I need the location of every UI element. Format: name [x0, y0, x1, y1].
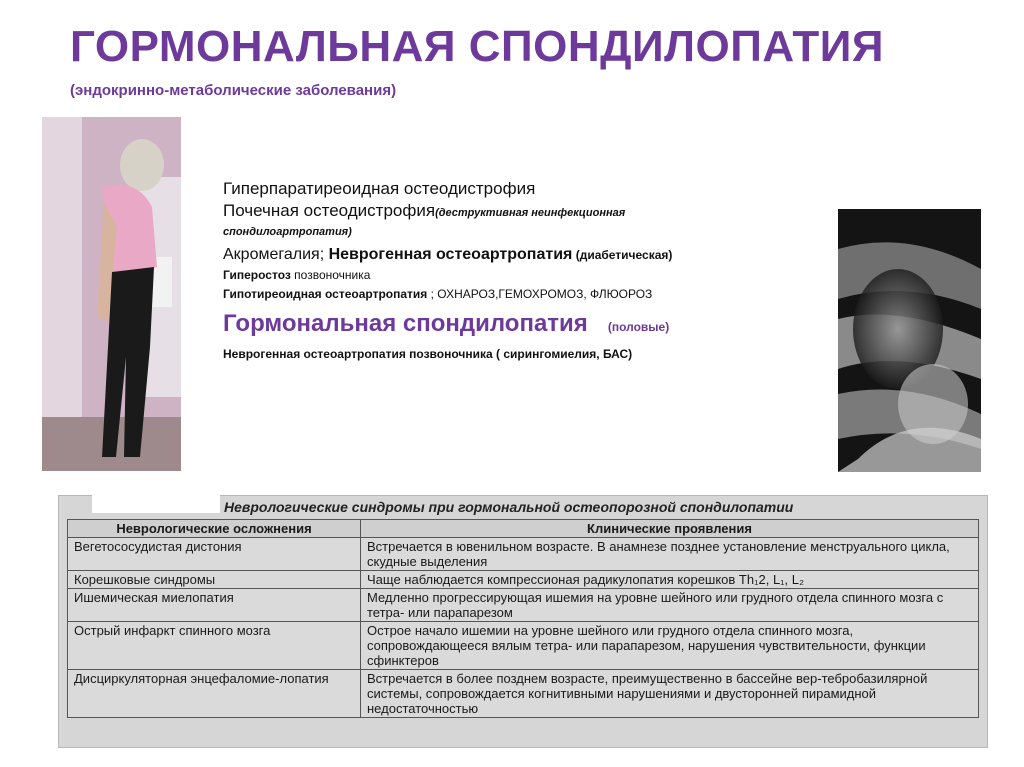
- list-item-bold: Гиперостоз: [223, 268, 291, 282]
- column-header: Неврологические осложнения: [68, 520, 361, 538]
- table-cell: Ишемическая миелопатия: [68, 589, 361, 622]
- list-item-bold: Гипотиреоидная остеоартропатия: [223, 287, 428, 301]
- list-item-text: Гиперпаратиреоидная остеодистрофия: [223, 179, 536, 198]
- table-caption: Неврологические синдромы при гормональной остеопорозной спондилопатии: [224, 499, 794, 515]
- list-item-highlight: [223, 306, 803, 345]
- table-row: [68, 571, 979, 589]
- table-row: [68, 622, 979, 670]
- table-row: [68, 670, 979, 718]
- column-header: Клинические проявления: [361, 520, 979, 538]
- list-item: [223, 266, 803, 285]
- patient-photo-illustration: [42, 117, 181, 471]
- syndromes-table-panel: [58, 495, 988, 748]
- list-item-note-cont: спондилоартропатия): [223, 226, 352, 238]
- table-cell: Дисциркуляторная энцефаломие-лопатия: [68, 670, 361, 718]
- list-item-note: (диабетическая): [572, 248, 673, 262]
- table-cell: Медленно прогрессирующая ишемия на уровне шейного или грудного отдела спинного мозга с тетра- или парапарезом: [361, 589, 979, 622]
- slide-title: ГОРМОНАЛЬНАЯ СПОНДИЛОПАТИЯ: [70, 22, 885, 71]
- list-item-text: Почечная остеодистрофия: [223, 201, 436, 220]
- table-header-row: [68, 520, 979, 538]
- patient-photo: [42, 117, 181, 471]
- table-cell: Встречается в ювенильном возрасте. В анамнезе позднее установление менструального цикла, скудные выделения: [361, 538, 979, 571]
- xray-spine-illustration: [838, 209, 981, 472]
- table-row: [68, 538, 979, 571]
- list-item-note: (половые): [607, 320, 670, 334]
- table-cell: Вегетососудистая дистония: [68, 538, 361, 571]
- table-cell: Корешковые синдромы: [68, 571, 361, 589]
- list-item-text: Акромегалия;: [223, 246, 329, 263]
- table-cell: Чаще наблюдается компрессионая радикулопатия корешков Th₁2, L₁, L₂: [361, 571, 979, 589]
- table-cell: Острый инфаркт спинного мозга: [68, 622, 361, 670]
- xray-image: [838, 209, 981, 472]
- list-item: [223, 244, 803, 266]
- list-item-text: ; ОХНАРОЗ,ГЕМОХРОМОЗ, ФЛЮОРОЗ: [427, 287, 653, 301]
- list-item: [223, 178, 803, 200]
- list-item: [223, 285, 803, 304]
- caption-mask: [92, 495, 220, 513]
- slide-subtitle: (эндокринно-метаболические заболевания): [70, 82, 397, 99]
- syndromes-table: [67, 519, 979, 718]
- conditions-list: [223, 178, 803, 363]
- list-item-text: Гормональная спондилопатия: [223, 310, 588, 337]
- table-cell: Встречается в более позднем возрасте, преимущественно в бассейне вер-тебробазилярной системы, сопровождается когнитивными нарушениями и двусторонней пирамидной недостаточностью: [361, 670, 979, 718]
- list-item: Неврогенная остеоартропатия позвоночника ( сирингомиелия, БАС): [223, 347, 633, 361]
- table-row: [68, 589, 979, 622]
- list-item: [223, 200, 803, 224]
- list-item-bold: Неврогенная остеоартропатия: [328, 246, 573, 263]
- table-cell: Острое начало ишемии на уровне шейного или грудного отдела спинного мозга, сопровождающееся вялым тетра- или парапарезом, нарушения чувствительности, функции сфинктеров: [361, 622, 979, 670]
- list-item-text: позвоночника: [290, 268, 371, 282]
- list-item-note: (деструктивная неинфекционная: [435, 207, 626, 219]
